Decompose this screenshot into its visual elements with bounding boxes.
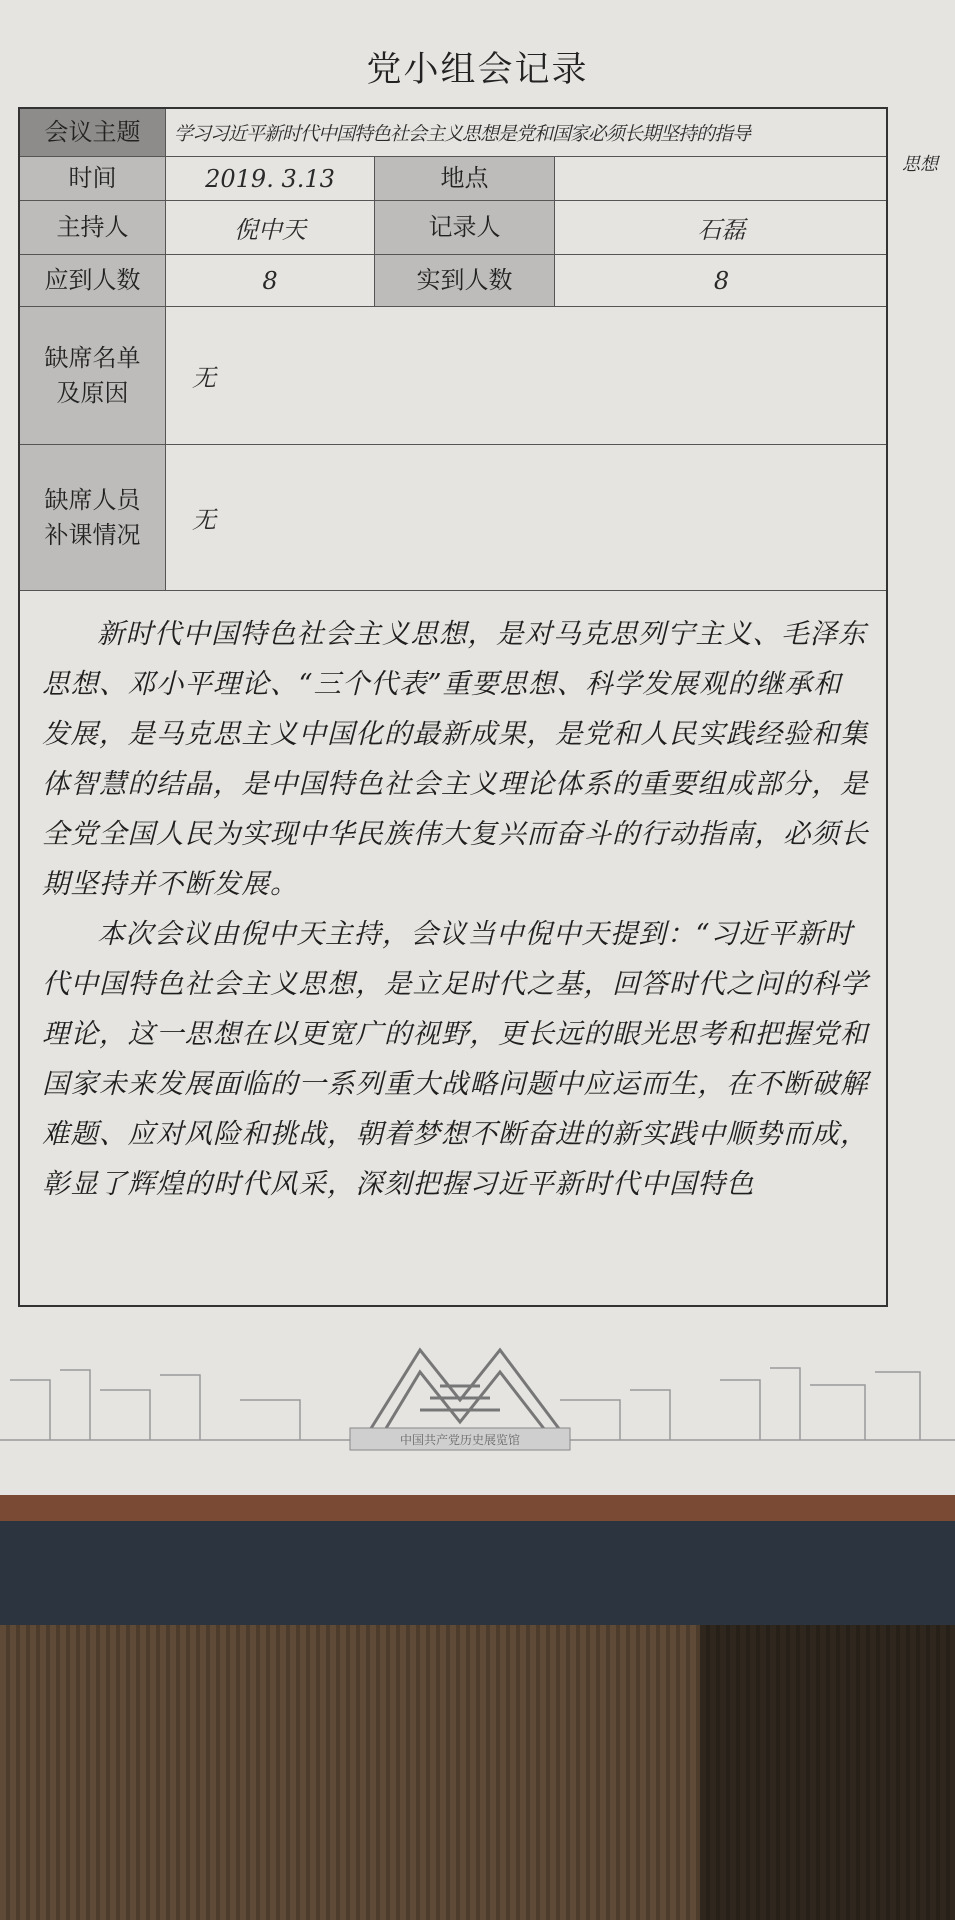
absent-label: 缺席名单及原因 [20,307,166,444]
makeup-row [20,445,886,591]
makeup-value: 无 [192,506,216,534]
meeting-content [20,591,886,1309]
host-row [20,201,886,255]
topic-row [20,109,886,157]
topic-overflow-note: 思想 [902,154,938,175]
content-paragraph-2: 本次会议由倪中天主持，会议当中倪中天提到：“习近平新时代中国特色社会主义思想，是立足时代之基，回答时代之问的科学理论，这一思想在以更宽广的视野，更长远的眼光思考和把握党和国家未来发展面临的一系列重大战略问题中应运而生，在不断破解难题、应对风险和挑战，朝着梦想不断奋进的新实践中顺势而成，彰显了辉煌的时代风采，深刻把握习近平新时代中国特色 [42,918,869,1200]
footer-building-illustration [0,1310,955,1470]
actual-value: 8 [713,266,730,295]
place-value [555,157,888,200]
absent-row [20,307,886,445]
host-value: 倪中天 [166,201,375,254]
host-label: 主持人 [20,201,166,254]
desk-surface [0,1521,955,1625]
content-paragraph-1: 新时代中国特色社会主义思想，是对马克思列宁主义、毛泽东思想、邓小平理论、“三个代表”重要思想、科学发展观的继承和发展，是马克思主义中国化的最新成果，是党和人民实践经验和集体智慧的结晶，是中国特色社会主义理论体系的重要组成部分，是全党全国人民为实现中华民族伟大复兴而奋斗的行动指南，必须长期坚持并不断发展。 [42,618,869,900]
footer-banner-text: 中国共产党历史展览馆 [399,1433,521,1447]
recorder-value: 石磊 [697,216,746,244]
desk-edge [0,1495,955,1521]
recorder-label: 记录人 [375,201,555,254]
actual-label: 实到人数 [375,255,555,306]
expected-label: 应到人数 [20,255,166,306]
topic-value: 学习习近平新时代中国特色社会主义思想是党和国家必须长期坚持的指导 [174,123,751,145]
background-shadow [700,1625,955,1920]
time-value: 2019. 3.13 [166,157,375,200]
time-label: 时间 [20,157,166,200]
page-title: 党小组会记录 [366,50,589,90]
record-form [18,107,888,1307]
topic-label: 会议主题 [20,109,166,156]
absent-value: 无 [192,364,216,392]
time-row [20,157,886,201]
expected-value: 8 [166,255,375,306]
place-label: 地点 [375,157,555,200]
makeup-label: 缺席人员补课情况 [20,445,166,590]
attendance-row [20,255,886,307]
